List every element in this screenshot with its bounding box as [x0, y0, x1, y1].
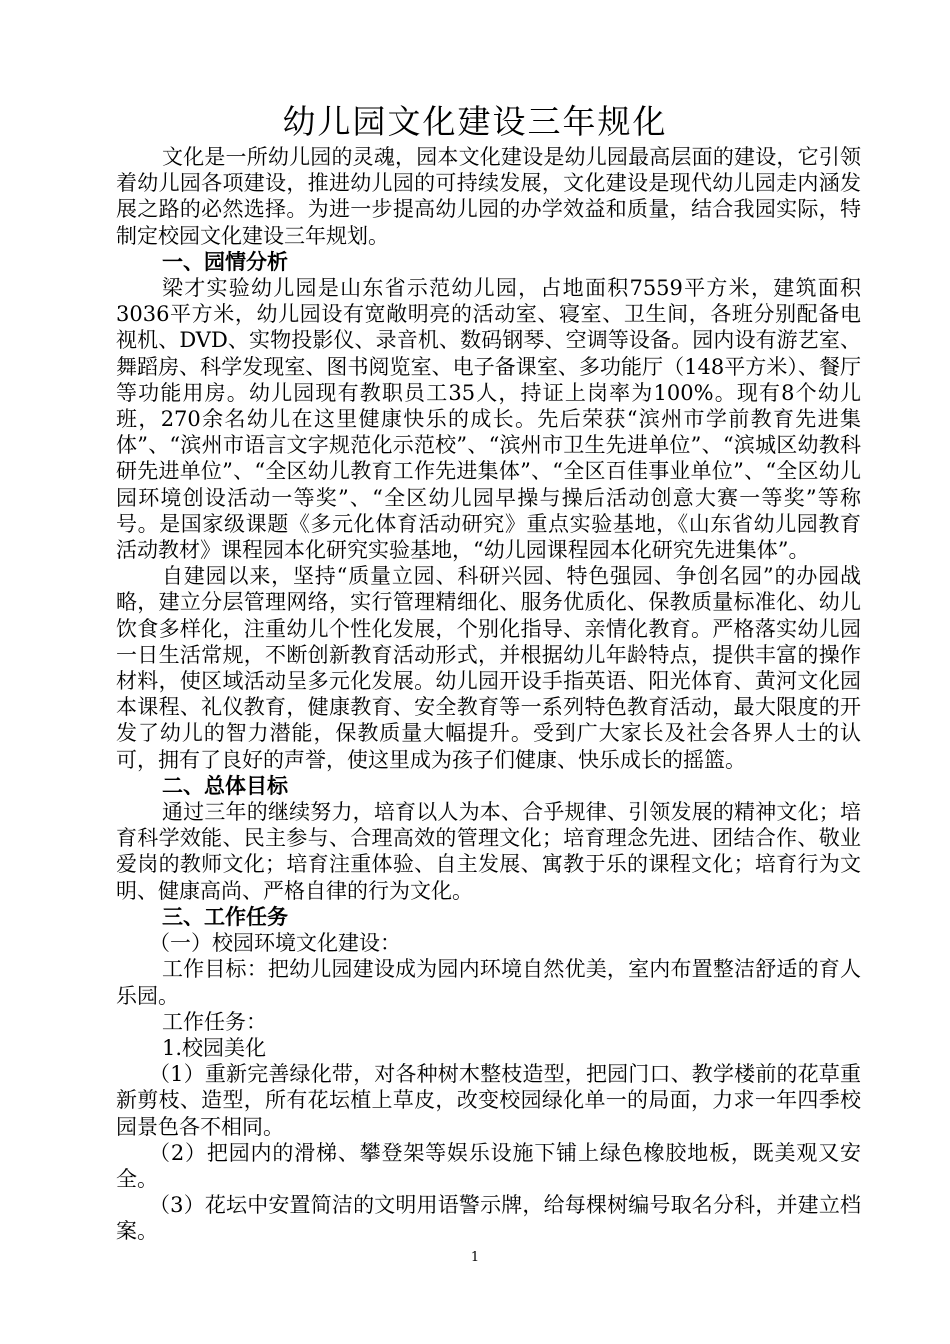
subsection-heading-environment: （一）校园环境文化建设： [149, 931, 401, 956]
work-goal-paragraph: 工作目标：把幼儿园建设成为园内环境自然优美，室内布置整洁舒适的育人乐园。 [116, 957, 861, 1008]
section-heading-tasks: 三、工作任务 [162, 904, 288, 929]
document-body [116, 144, 861, 1245]
goals-paragraph: 通过三年的继续努力，培育以人为本、合乎规律、引领发展的精神文化；培育科学效能、民主参与、合理高效的管理文化；培育理念先进、团结合作、敬业爱岗的教师文化；培育注重体验、自主发展、寓教于乐的课程文化；培育行为文明、健康高尚、严格自律的行为文化。 [116, 800, 861, 903]
section-heading-situation: 一、园情分析 [162, 249, 288, 274]
intro-paragraph: 文化是一所幼儿园的灵魂，园本文化建设是幼儿园最高层面的建设，它引领着幼儿园各项建设，推进幼儿园的可持续发展，文化建设是现代幼儿园走内涵发展之路的必然选择。为进一步提高幼儿园的办学效益和质量，结合我园实际，特制定校园文化建设三年规划。 [116, 145, 861, 248]
section-heading-goals: 二、总体目标 [162, 773, 288, 798]
situation-paragraph-1: 梁才实验幼儿园是山东省示范幼儿园，占地面积7559平方米，建筑面积3036平方米，幼儿园设有宽敞明亮的活动室、寝室、卫生间，各班分别配备电视机、DVD、实物投影仪、录音机、数码钢琴、空调等设备。园内设有游艺室、舞蹈房、科学发现室、图书阅览室、电子备课室、多功能厅（148平方米）、餐厅等功能用房。幼儿园现有教职员工35人，持证上岗率为100%。现有8个幼儿班，270余名幼儿在这里健康快乐的成长。先后荣获“滨州市学前教育先进集体”、“滨州市语言文字规范化示范校”、“滨州市卫生先进单位”、“滨城区幼教科研先进单位”、“全区幼儿教育工作先进集体”、“全区百佳事业单位”、“全区幼儿园环境创设活动一等奖”、“全区幼儿园早操与操后活动创意大赛一等奖”等称号。是国家级课题《多元化体育活动研究》重点实验基地，《山东省幼儿园教育活动教材》课程园本化研究实验基地，“幼儿园课程园本化研究先进集体”。 [116, 276, 861, 563]
point-2-paragraph: （2）把园内的滑梯、攀登架等娱乐设施下铺上绿色橡胶地板，既美观又安全。 [116, 1140, 861, 1191]
page-number: 1 [470, 1250, 480, 1265]
document-title: 幼儿园文化建设三年规化 [282, 102, 668, 141]
point-3-paragraph: （3）花坛中安置简洁的文明用语警示牌，给每棵树编号取名分科，并建立档案。 [116, 1193, 861, 1244]
work-tasks-label: 工作任务： [162, 1009, 267, 1034]
item-campus-beautification: 1.校园美化 [162, 1035, 267, 1060]
point-1-paragraph: （1）重新完善绿化带，对各种树木整枝造型，把园门口、教学楼前的花草重新剪枝、造型，所有花坛植上草皮，改变校园绿化单一的局面，力求一年四季校园景色各不相同。 [116, 1062, 861, 1139]
situation-paragraph-2: 自建园以来，坚持“质量立园、科研兴园、特色强园、争创名园”的办园战略，建立分层管理网络，实行管理精细化、服务优质化、保教质量标准化、幼儿饮食多样化，注重幼儿个性化发展，个别化指导、亲情化教育。严格落实幼儿园一日生活常规，不断创新教育活动形式，并根据幼儿年龄特点，提供丰富的操作材料，使区域活动呈多元化发展。幼儿园开设手指英语、阳光体育、黄河文化园本课程、礼仪教育，健康教育、安全教育等一系列特色教育活动，最大限度的开发了幼儿的智力潜能，保教质量大幅提升。受到广大家长及社会各界人士的认可，拥有了良好的声誉，使这里成为孩子们健康、快乐成长的摇篮。 [116, 564, 861, 772]
